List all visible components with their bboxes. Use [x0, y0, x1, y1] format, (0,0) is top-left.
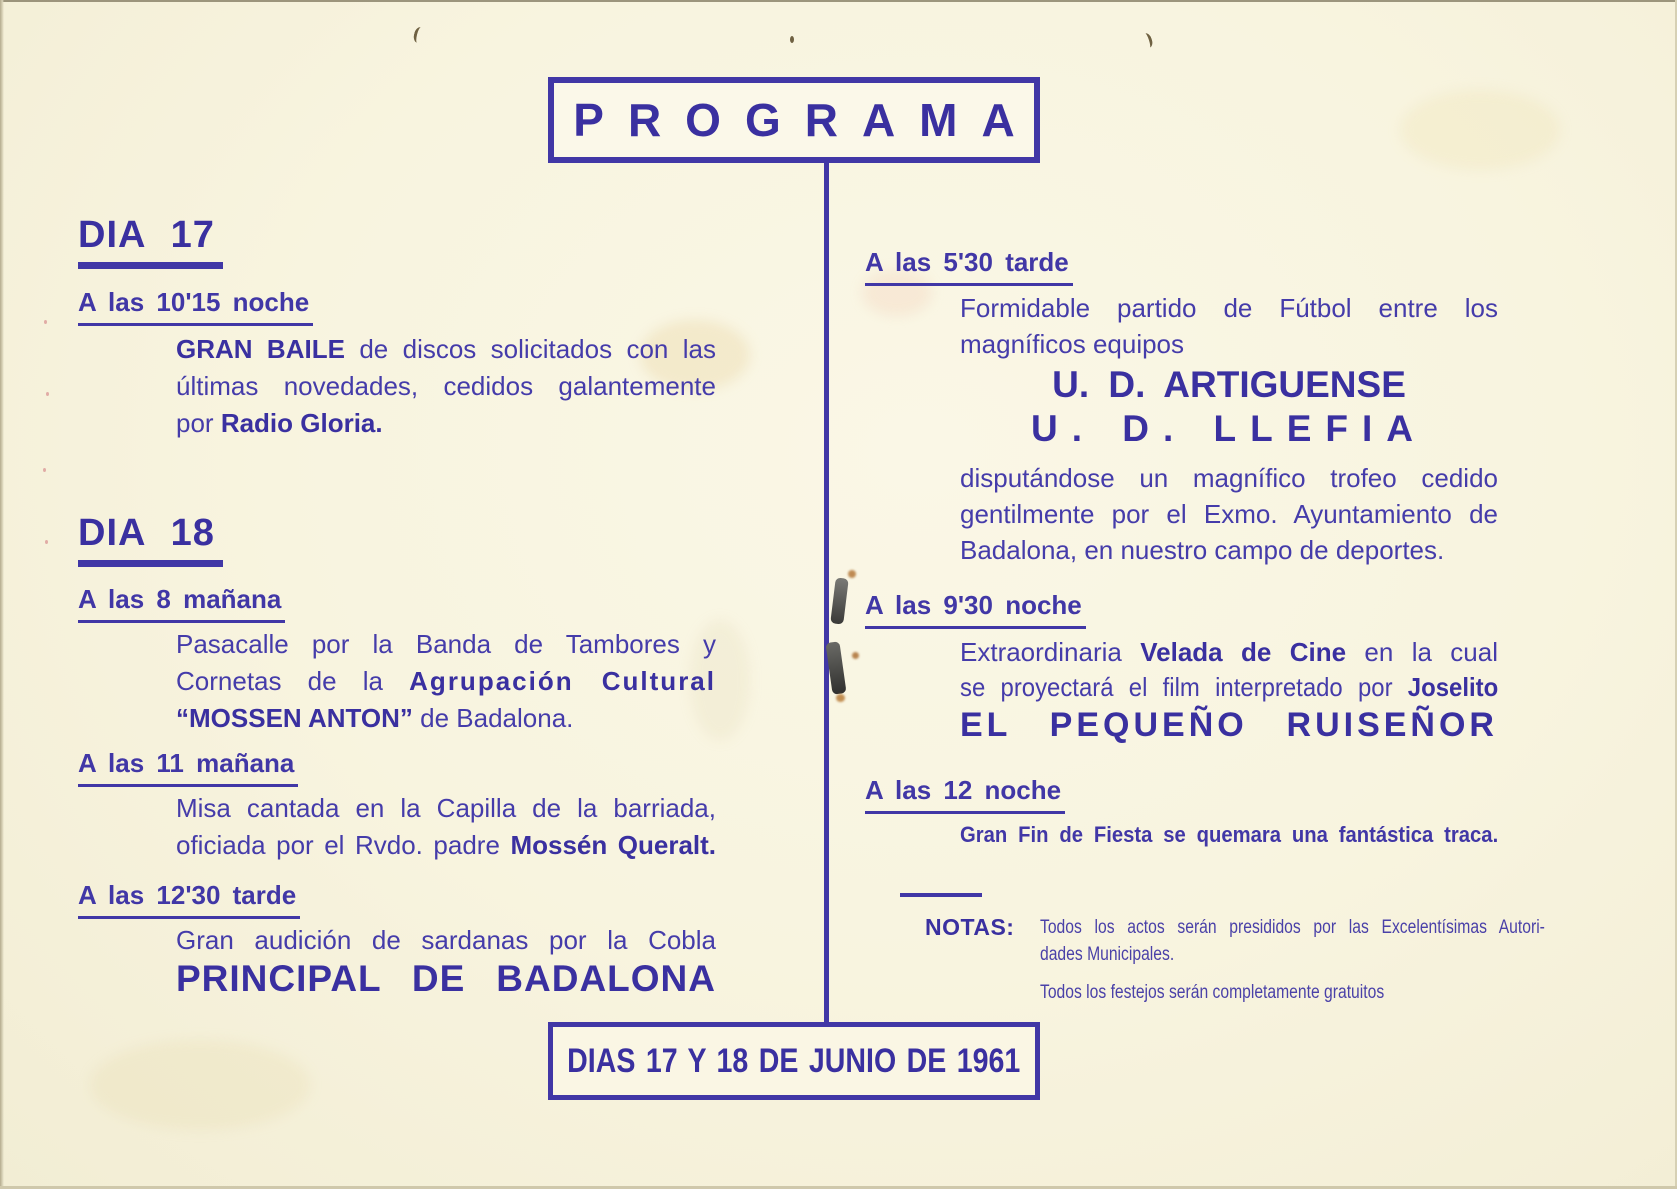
dates-text: DIAS 17 Y 18 DE JUNIO DE 1961	[567, 1041, 1021, 1080]
paper-edge-top	[0, 0, 1677, 2]
event-misa: Misa cantada en la Capilla de la barriada, oficiada por el Rvdo. padre Mossén Queralt.	[176, 793, 717, 860]
title-box	[548, 77, 1040, 163]
event-pasacalle: Pasacalle por la Banda de Tambores y Cornetas de la Agrupación Cultural “MOSSEN ANTON” de Badalona.	[176, 629, 716, 733]
rust-mark	[848, 570, 856, 578]
notes-label: NOTAS:	[925, 914, 1015, 940]
center-divider-rule	[824, 163, 829, 1024]
event-highlight: “MOSSEN ANTON”	[176, 703, 413, 733]
event-traca: Gran Fin de Fiesta se quemara una fantástica traca.	[960, 822, 1499, 847]
notes-body	[1040, 914, 1545, 1006]
time-label-11-manana: A las 11 mañana	[78, 748, 298, 787]
time-label-1230-tarde: A las 12'30 tarde	[78, 880, 300, 919]
paper-speck	[46, 392, 49, 396]
event-cine: Extraordinaria Velada de Cine en la cual se proyectará el film interpretado por Joselito	[960, 637, 1499, 702]
notes-separator-rule	[900, 893, 982, 897]
paper-stain	[1400, 90, 1560, 170]
day-17-heading: DIA 17	[78, 214, 223, 269]
page-title: PROGRAMA	[573, 94, 1039, 146]
staple	[830, 577, 849, 624]
event-highlight: Velada de Cine	[1140, 637, 1347, 667]
event-highlight: GRAN BAILE	[176, 334, 345, 364]
event-highlight: Mossén Queralt.	[510, 830, 717, 860]
cobla-name: PRINCIPAL DE BADALONA	[176, 958, 716, 999]
paper-speck	[44, 320, 47, 324]
paper-speck	[45, 540, 48, 544]
day-18-heading: DIA 18	[78, 512, 223, 567]
event-gran-baile: GRAN BAILE de discos solicitados con las últimas novedades, cedidos galantemente por Radio Gloria.	[176, 334, 716, 438]
paper-stain	[90, 1040, 310, 1130]
event-highlight: Radio Gloria.	[220, 408, 383, 438]
film-title: EL PEQUEÑO RUISEÑOR	[960, 706, 1498, 744]
paper-speck	[412, 26, 426, 44]
paper-speck	[1141, 32, 1154, 49]
time-label-12-noche: A las 12 noche	[865, 775, 1065, 814]
team-artiguense: U. D. ARTIGUENSE	[1052, 364, 1406, 405]
event-sardanas: Gran audición de sardanas por la Cobla	[176, 925, 716, 955]
event-highlight: Agrupación Cultural	[409, 666, 716, 696]
notes-block	[925, 914, 1545, 1006]
time-label-1015-noche: A las 10'15 noche	[78, 287, 313, 326]
paper-speck	[43, 468, 46, 472]
rust-mark	[852, 652, 859, 659]
event-highlight: Joselito	[1407, 672, 1499, 702]
paper-speck	[790, 36, 794, 43]
event-futbol: Formidable partido de Fútbol entre los magníficos equipos	[960, 293, 1498, 359]
note-line: Todos los actos serán presididos por las Excelentísimas Autori-	[1040, 917, 1546, 938]
event-futbol-trofeo: disputándose un magnífico trofeo cedido gentilmente por el Exmo. Ayuntamiento de Badalona, en nuestro campo de deportes.	[960, 463, 1498, 565]
team-llefia: U. D. LLEFIA	[1030, 408, 1428, 449]
note-line: Todos los festejos serán completamente gratuitos	[1040, 982, 1385, 1003]
dates-box	[548, 1022, 1040, 1100]
time-label-930-noche: A las 9'30 noche	[865, 590, 1086, 629]
note-line: dades Municipales.	[1040, 944, 1175, 965]
time-label-8-manana: A las 8 mañana	[78, 584, 285, 623]
rust-mark	[836, 694, 845, 702]
time-label-530-tarde: A las 5'30 tarde	[865, 247, 1073, 286]
paper-edge-left	[0, 0, 4, 1189]
